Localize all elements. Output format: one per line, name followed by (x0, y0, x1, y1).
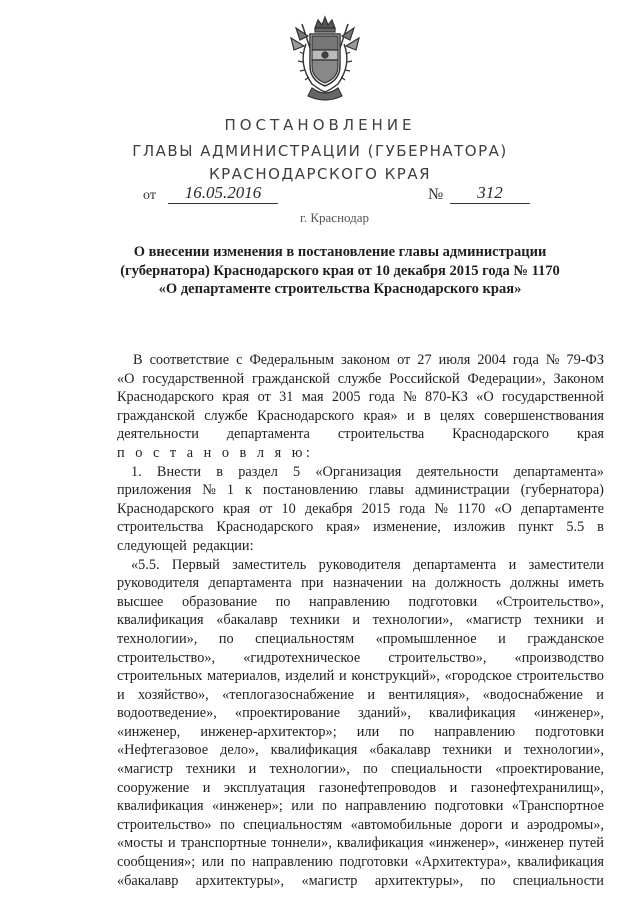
subject-line: О внесении изменения в постановление главы администрации (133, 244, 547, 260)
decree-subject (110, 243, 570, 299)
body-line: технологии», по специальностям «промышленное и гражданское (117, 630, 604, 647)
krasnodar-coat-of-arms-icon (282, 14, 368, 102)
body-line: деятельности департамента строительства Краснодарского края (117, 426, 604, 443)
body-line: гражданской службе Краснодарского края» и в целях совершенствования (117, 407, 604, 424)
body-line: В соответствие с Федеральным законом от 27 июля 2004 года № 79-ФЗ (133, 352, 604, 368)
body-line: водоотведение», «проектирование зданий», квалификация «инженер», (117, 705, 604, 722)
subject-line: (губернатора) Краснодарского края от 10 декабря 2015 года № 1170 (120, 262, 560, 279)
body-line: 1. Внести в раздел 5 «Организация деятельности департамента» (131, 463, 604, 480)
body-line: «инженер, инженер-архитектор»; или по направлению подготовки (117, 723, 604, 740)
body-line: Краснодарского края от 10 декабря 2015 года № 1170 «О департаменте (117, 500, 604, 517)
issuer-heading-line1: ГЛАВЫ АДМИНИСТРАЦИИ (ГУБЕРНАТОРА) (132, 142, 508, 160)
body-line: строительство» по специальностям «автомобильные дороги и аэродромы», (117, 816, 604, 833)
body-line: «Нефтегазовое дело», квалификация «бакалавр техники и технологии», (117, 742, 604, 759)
decree-body (117, 351, 604, 890)
body-line: квалификация «бакалавр техники и технологии», «магистр техники и (117, 612, 604, 629)
body-line: Краснодарского края от 31 мая 2005 года № 870-КЗ «О государственной (117, 389, 604, 406)
body-line: «бакалавр архитектуры», «магистр архитектуры», по специальности (117, 872, 604, 889)
body-line: «5.5. Первый заместитель руководителя департамента и заместители (131, 556, 604, 573)
subject-line: «О департаменте строительства Краснодарского края» (158, 281, 522, 297)
body-line: сооружение и эксплуатация газонефтепроводов и газонефтехранилищ», (117, 779, 604, 796)
body-line: квалификация «инженер»; или по направлению подготовки «Транспортное (117, 798, 604, 815)
body-line: и хозяйство», «теплогазоснабжение и вентиляция», «водоснабжение и (117, 686, 604, 703)
document-type-heading: ПОСТАНОВЛЕНИЕ (224, 116, 416, 134)
city-label: г. Краснодар (300, 210, 370, 225)
body-line: п о с т а н о в л я ю: (117, 444, 314, 461)
body-line: строительных материалов, изделий и конструкций», «городское строительство (117, 668, 604, 685)
body-line: строительство», «гидротехническое строительство», «производство (117, 649, 604, 666)
document-number: 312 (450, 183, 530, 204)
body-line: «мосты и транспортные тоннели», квалификация «инженер», «инженер путей (117, 835, 604, 852)
body-line: следующей редакции: (117, 537, 254, 554)
body-line: руководителя департамента при назначении на должность должны иметь (117, 575, 604, 592)
body-line: высшее образование по направлению подготовки «Строительство», (117, 593, 604, 610)
body-line: «О государственной гражданской службе Российской Федерации», Законом (117, 370, 604, 387)
document-date: 16.05.2016 (168, 183, 278, 204)
body-line: «магистр техники и технологии», по специальности «проектирование, (117, 761, 604, 778)
body-line: приложения № 1 к постановлению главы администрации (губернатора) (117, 482, 604, 499)
date-label: от (143, 188, 156, 203)
body-line: сообщения»; или по направлению подготовки «Архитектура», квалификация (117, 854, 604, 871)
body-line: строительства Краснодарского края» изменение, изложив пункт 5.5 в (117, 519, 604, 536)
number-label: № (428, 186, 444, 203)
issuer-heading-line2: КРАСНОДАРСКОГО КРАЯ (208, 165, 432, 183)
